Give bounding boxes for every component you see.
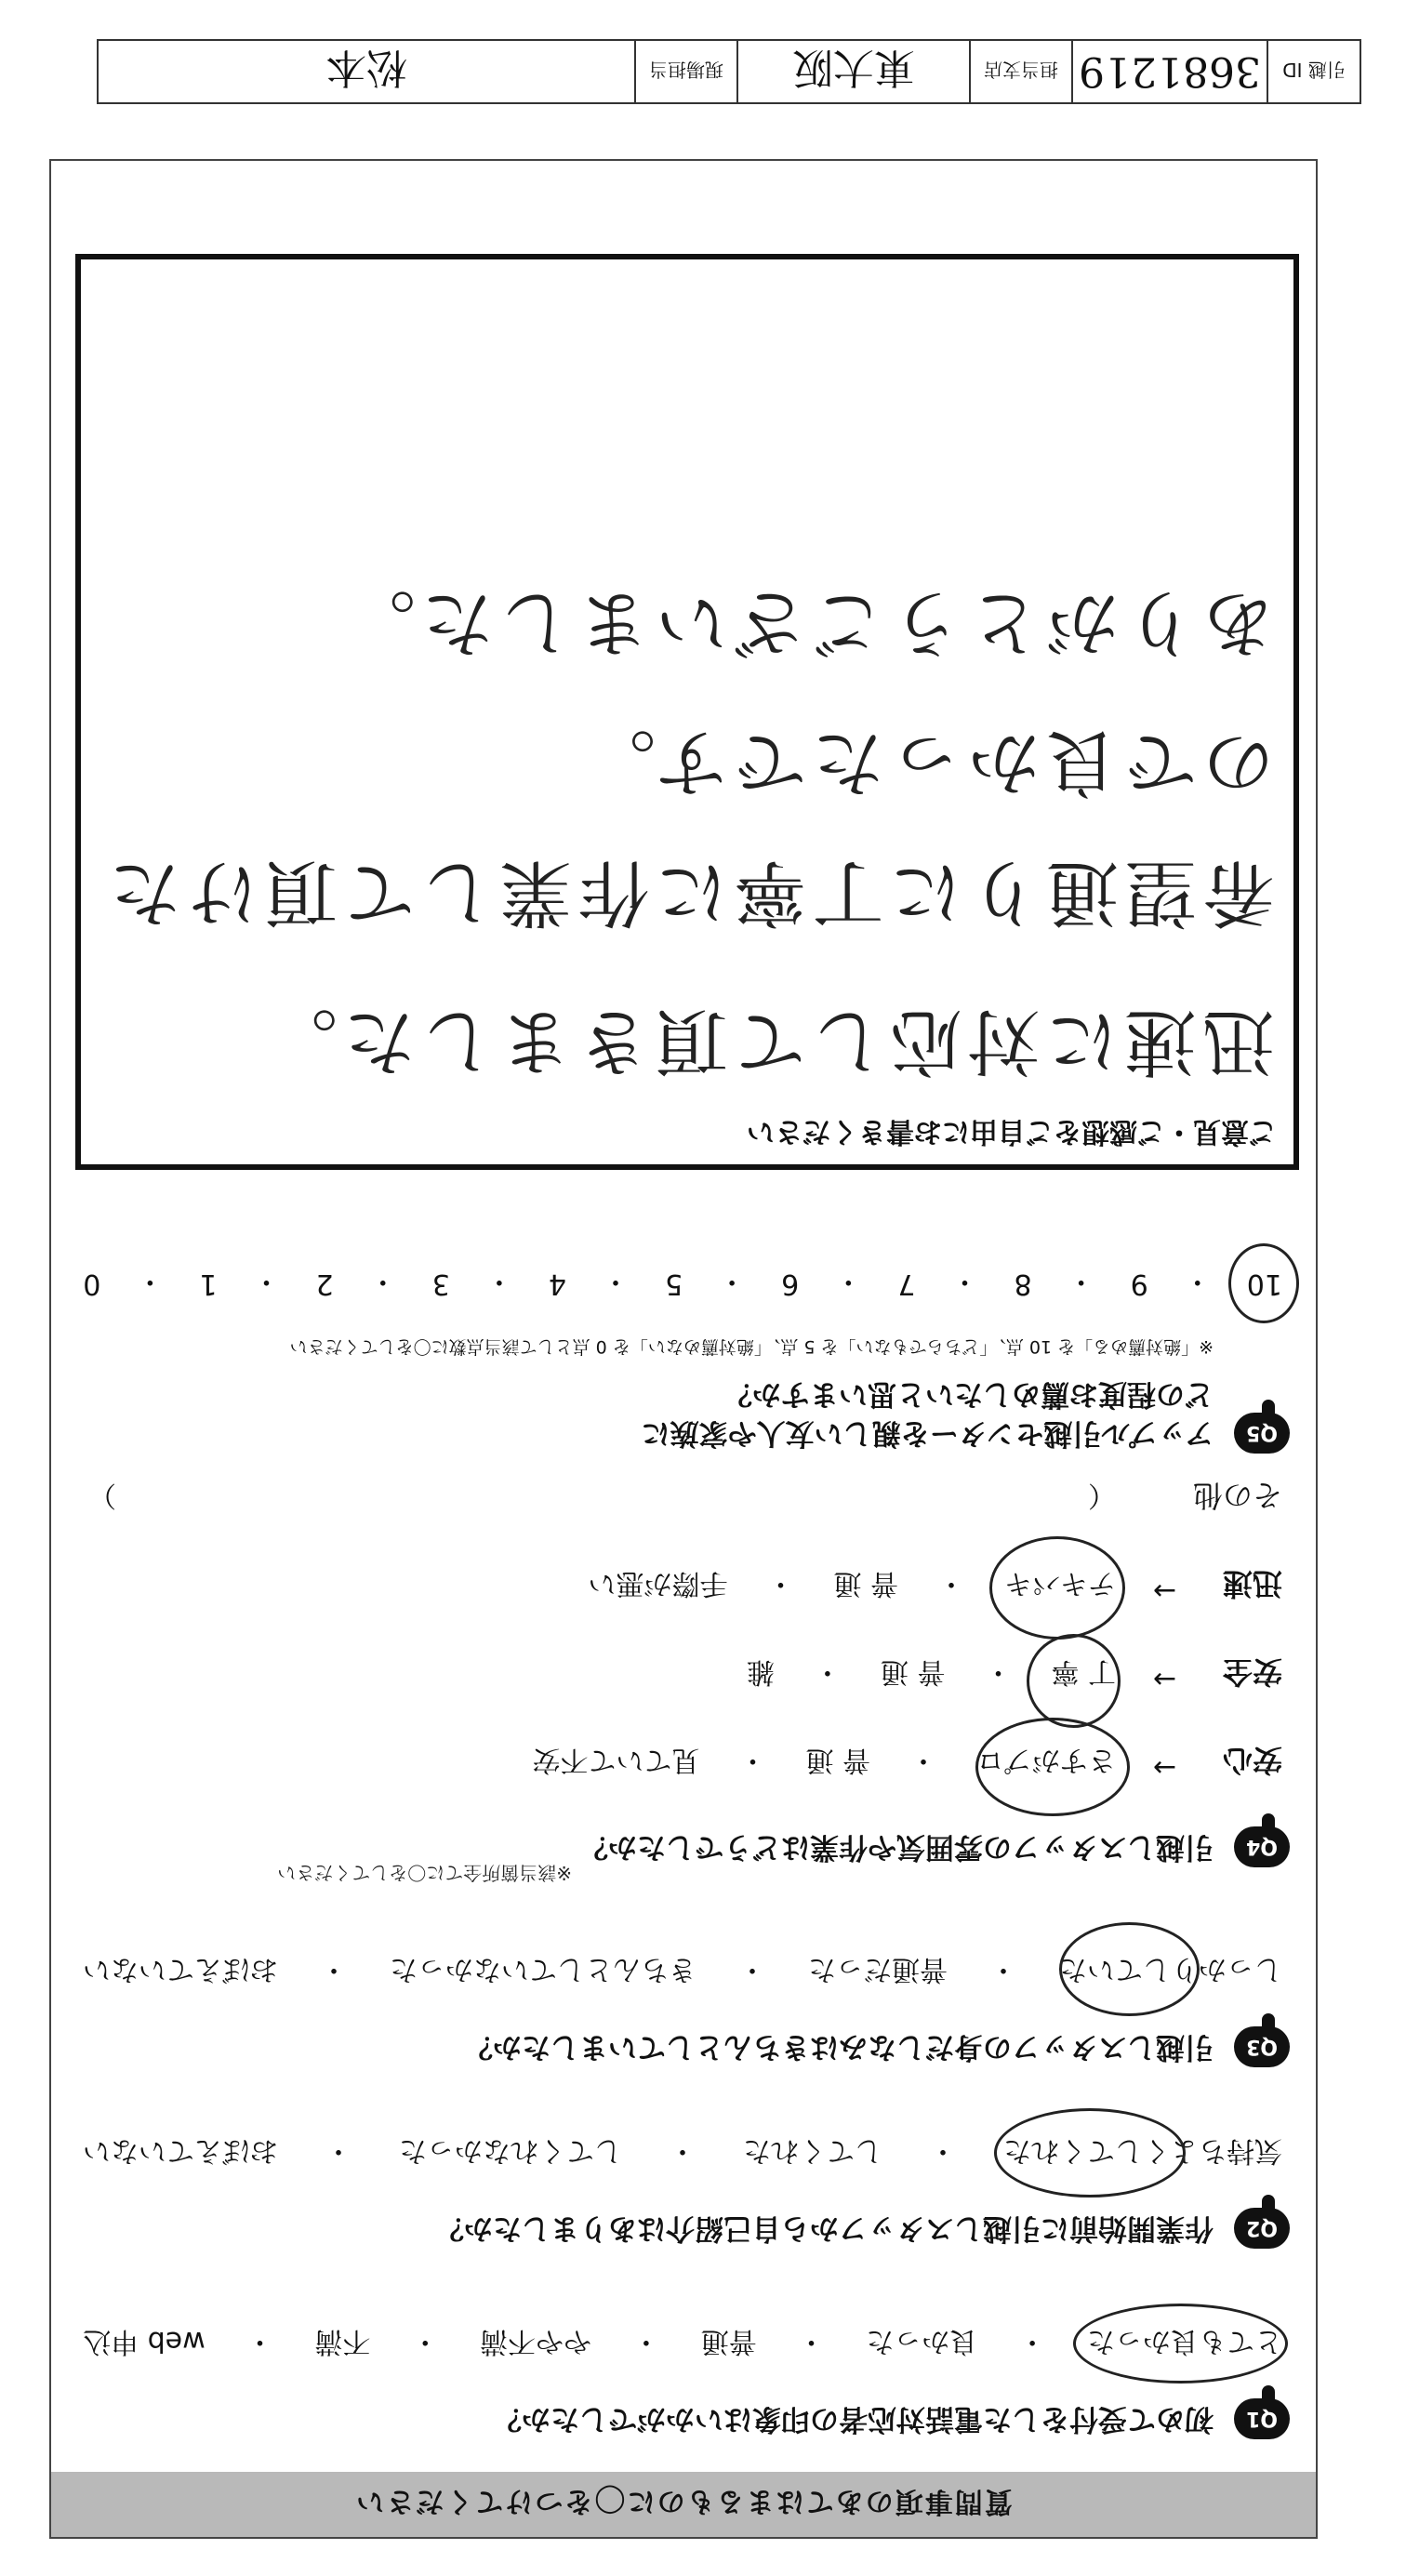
comment-line: ありがとうございました。 [337,580,1275,664]
q5-note: ※「絶対薦める」を 10 点、「どちらでもない」を 5 点、「絶対薦めない」を 0 点として該当点数に〇をしてください [289,1336,1214,1357]
q1-option[interactable]: やや不満 [480,2325,592,2357]
q4-row-category: 迅速 [1222,1566,1282,1601]
q4-option[interactable]: 見ていて不安 [532,1744,700,1776]
branch-value: 東大阪 [736,41,969,102]
q4-anzen-circle [1027,1634,1121,1728]
staff-info-bar [97,39,1361,104]
q5-badge-icon: Q5 [1234,1413,1290,1454]
arrow-right-icon: → [1152,1751,1176,1784]
q1-text: 初めて受付をした電話対応者の印象はいかがでしたか？ [493,2402,1214,2436]
q5-score[interactable]: 0 [83,1268,101,1301]
q4-other-label: その他 [1192,1478,1282,1513]
q3-text: 引越しスタッフの身だしなみはきちんとしていましたか？ [464,2030,1214,2064]
q4-other-open: （ [1088,1479,1116,1511]
q5-text-line1: アップル引越センターを親しい友人や家族に [641,1416,1214,1450]
leader-label: 現場担当 [634,41,736,102]
q4-option[interactable]: さすがプロ [976,1744,1116,1776]
comment-line: 迅速に対応して頂きました。 [259,999,1275,1082]
q5-scale: 10 ・ 9 ・ 8 ・ 7 ・ 6 ・ 5 ・ 4 ・ 3 ・ 2 ・ 1 ・ 0 [83,1265,1282,1301]
id-value: 3681219 [1071,41,1267,102]
q1-option[interactable]: 不満 [314,2325,371,2357]
survey-card: 質問事項のあてはまるものに◯をつけてください Q1 初めて受付をした電話対応者の印象はいかがでしたか？ とても良かった ・ 良かった ・ 普通 ・ やや不満 ・ 不満 ・ web 申込 Q2 作業開始前に引越しスタッフから自己紹介はありましたか？ 気持ちよくしてくれた ・ してくれた ・ してくれなかった ・ おぼえていない Q3 引越しスタッフの身だしなみはきちんとしていましたか？ しっかりしていた ・ 普通だった ・ きちんとしていなかった ・ おぼえていない Q4 引越しスタッフの雰囲気や作業はどうでしたか？ ※該当箇所全てに〇をしてください 安心 → さすがプロ ・ 普 通 ・ 見ていて不安 安全 → 丁 寧 ・ 普 通 ・ 雑 迅速 → テキパキ ・ 普 通 ・ 手際が悪い その他 （ ） Q5 アップル引越センターを親しい友人や家族に どの程度お薦めしたいと思いますか？ ※「絶対薦める」を 10 点、「どちらでもない」を 5 点、「絶対薦めない」を 0 点として該当点数に〇をしてください 10 ・ 9 ・ 8 ・ 7 ・ 6 ・ 5 ・ 4 ・ 3 ・ 2 ・ 1 ・ 0 ご意見・ご感想をご自由にお書きください 迅速に対応して頂きました。 希望通りに丁寧に作業して頂けた ので良かったです。 ありがとうございました。 [49,159,1318,2539]
q5-score[interactable]: 10 [1246,1268,1282,1301]
q1-option[interactable]: 普通 [700,2325,757,2357]
q4-option[interactable]: 普 通 [805,1744,870,1776]
q4-option[interactable]: 普 通 [880,1655,946,1688]
q3-options: しっかりしていた ・ 普通だった ・ きちんとしていなかった ・ おぼえていない [83,1952,1282,1993]
q1-options: とても良かった ・ 良かった ・ 普通 ・ やや不満 ・ 不満 ・ web 申込 [83,2324,1282,2365]
q2-option[interactable]: 気持ちよくしてくれた [1003,2134,1282,2167]
q1-option[interactable]: 良かった [866,2325,978,2357]
q1-option[interactable]: web 申込 [83,2325,206,2357]
leader-value: 松本 [325,44,407,91]
q2-option[interactable]: おぼえていない [83,2134,278,2167]
q5-score[interactable]: 9 [1130,1268,1148,1301]
q5-score[interactable]: 3 [431,1268,450,1301]
q4-row-category: 安全 [1222,1654,1282,1690]
q4-option[interactable]: 雑 [746,1655,775,1688]
q4-text: 引越しスタッフの雰囲気や作業はどうでしたか？ [579,1830,1214,1864]
arrow-right-icon: → [1152,1663,1176,1695]
q4-option[interactable]: 丁 寧 [1051,1655,1116,1688]
comment-line: ので良かったです。 [577,720,1275,803]
arrow-right-icon: → [1152,1574,1176,1607]
q4-option[interactable]: テキパキ [1004,1567,1116,1600]
q4-jinsoku-circle [989,1536,1125,1640]
q1-answer-circle [1073,2304,1288,2383]
branch-label: 担当支店 [969,41,1071,102]
q1-option[interactable]: とても良かった [1087,2325,1282,2357]
q2-options: 気持ちよくしてくれた ・ してくれた ・ してくれなかった ・ おぼえていない [83,2133,1282,2174]
q5-score[interactable]: 4 [548,1268,566,1301]
q3-option[interactable]: おぼえていない [83,1953,278,1985]
q5-score[interactable]: 7 [897,1268,916,1301]
q3-option[interactable]: きちんとしていなかった [390,1953,696,1985]
q3-option[interactable]: しっかりしていた [1059,1953,1282,1985]
q5-selected-circle [1228,1243,1299,1323]
q5-score[interactable]: 2 [315,1268,334,1301]
comment-title: ご意見・ご感想をご自由にお書きください [747,1115,1277,1148]
q3-option[interactable]: 普通だった [808,1953,948,1985]
q2-text: 作業開始前に引越しスタッフから自己紹介はありましたか？ [435,2211,1214,2245]
q4-anshin-circle [975,1718,1130,1816]
q3-badge-icon: Q3 [1234,2026,1290,2067]
q4-option[interactable]: 手際が悪い [588,1567,728,1600]
q5-score[interactable]: 1 [199,1268,218,1301]
instruction-banner: 質問事項のあてはまるものに◯をつけてください [51,2472,1316,2537]
q1-badge-icon: Q1 [1234,2398,1290,2439]
q5-score[interactable]: 6 [781,1268,800,1301]
q2-answer-circle [994,2108,1186,2198]
q5-score[interactable]: 8 [1014,1268,1032,1301]
q5-score[interactable]: 5 [665,1268,683,1301]
q5-text-line2: どの程度お薦めしたいと思いますか？ [723,1377,1214,1411]
id-label: 引越 ID [1267,41,1360,102]
comment-box [75,254,1299,1170]
q4-option[interactable]: 普 通 [833,1567,898,1600]
q4-row-category: 安心 [1222,1743,1282,1778]
comment-line: 希望通りに丁寧に作業して頂けた [102,850,1275,934]
q2-badge-icon: Q2 [1234,2208,1290,2249]
q4-note: ※該当箇所全てに〇をしてください [277,1862,572,1884]
q3-answer-circle [1059,1922,1200,2016]
q4-other-close: ） [88,1479,116,1511]
q2-option[interactable]: してくれなかった [399,2134,622,2167]
q2-option[interactable]: してくれた [743,2134,882,2167]
q4-badge-icon: Q4 [1234,1826,1290,1867]
